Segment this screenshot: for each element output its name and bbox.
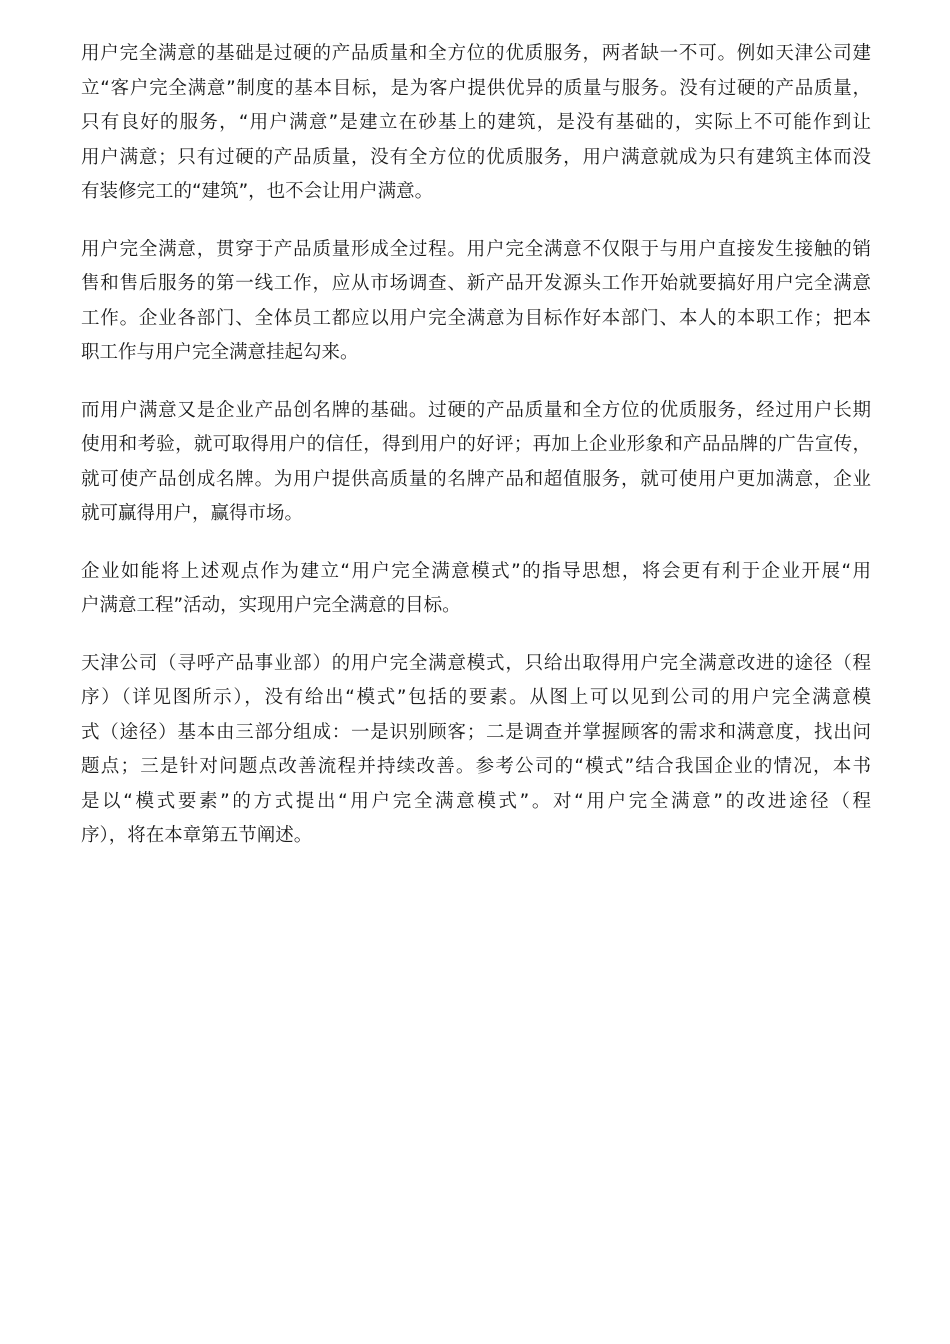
paragraph-line: 是以“模式要素”的方式提出“用户完全满意模式”。对“用户完全满意”的改进途径（程 <box>81 790 871 812</box>
document-body <box>81 37 871 877</box>
paragraph-2 <box>81 233 871 371</box>
paragraph-line: 而用户满意又是企业产品创名牌的基础。过硬的产品质量和全方位的优质服务，经过用户长期 <box>81 399 871 421</box>
paragraph-line: 工作。企业各部门、全体员工都应以用户完全满意为目标作好本部门、本人的本职工作；把本 <box>81 307 871 329</box>
paragraph-line: 天津公司（寻呼产品事业部）的用户完全满意模式，只给出取得用户完全满意改进的途径（程 <box>81 652 871 674</box>
paragraph-line: 序）（详见图所示），没有给出“模式”包括的要素。从图上可以见到公司的用户完全满意模 <box>81 687 871 708</box>
paragraph-line: 题点；三是针对问题点改善流程并持续改善。参考公司的“模式”结合我国企业的情况，本书 <box>81 756 871 777</box>
paragraph-4 <box>81 555 871 624</box>
paragraph-line: 用户完全满意，贯穿于产品质量形成全过程。用户完全满意不仅限于与用户直接发生接触的销 <box>81 238 871 260</box>
paragraph-3 <box>81 394 871 532</box>
paragraph-line: 企业如能将上述观点作为建立“用户完全满意模式”的指导思想，将会更有利于企业开展“用 <box>81 560 871 582</box>
paragraph-line: 职工作与用户完全满意挂起勾来。 <box>81 342 359 363</box>
paragraph-line: 用户满意；只有过硬的产品质量，没有全方位的优质服务，用户满意就成为只有建筑主体而没 <box>81 146 871 168</box>
paragraph-line: 立“客户完全满意”制度的基本目标，是为客户提供优异的质量与服务。没有过硬的产品质量， <box>81 77 871 99</box>
paragraph-line: 用户完全满意的基础是过硬的产品质量和全方位的优质服务，两者缺一不可。例如天津公司建 <box>81 43 871 64</box>
paragraph-line: 有装修完工的“建筑”，也不会让用户满意。 <box>81 181 434 202</box>
paragraph-line: 户满意工程”活动，实现用户完全满意的目标。 <box>81 595 461 616</box>
paragraph-line: 序），将在本章第五节阐述。 <box>81 825 313 846</box>
paragraph-line: 就可使产品创成名牌。为用户提供高质量的名牌产品和超值服务，就可使用户更加满意，企业 <box>81 468 871 490</box>
paragraph-line: 就可赢得用户，赢得市场。 <box>81 503 304 524</box>
paragraph-line: 使用和考验，就可取得用户的信任，得到用户的好评；再加上企业形象和产品品牌的广告宣传， <box>81 434 871 455</box>
paragraph-1 <box>81 37 871 210</box>
paragraph-line: 只有良好的服务，“用户满意”是建立在砂基上的建筑，是没有基础的，实际上不可能作到让 <box>81 112 871 133</box>
paragraph-5 <box>81 647 871 854</box>
paragraph-line: 式（途径）基本由三部分组成：一是识别顾客；二是调查并掌握顾客的需求和满意度，找出问 <box>81 721 871 743</box>
paragraph-line: 售和售后服务的第一线工作，应从市场调查、新产品开发源头工作开始就要搞好用户完全满意 <box>81 273 871 294</box>
